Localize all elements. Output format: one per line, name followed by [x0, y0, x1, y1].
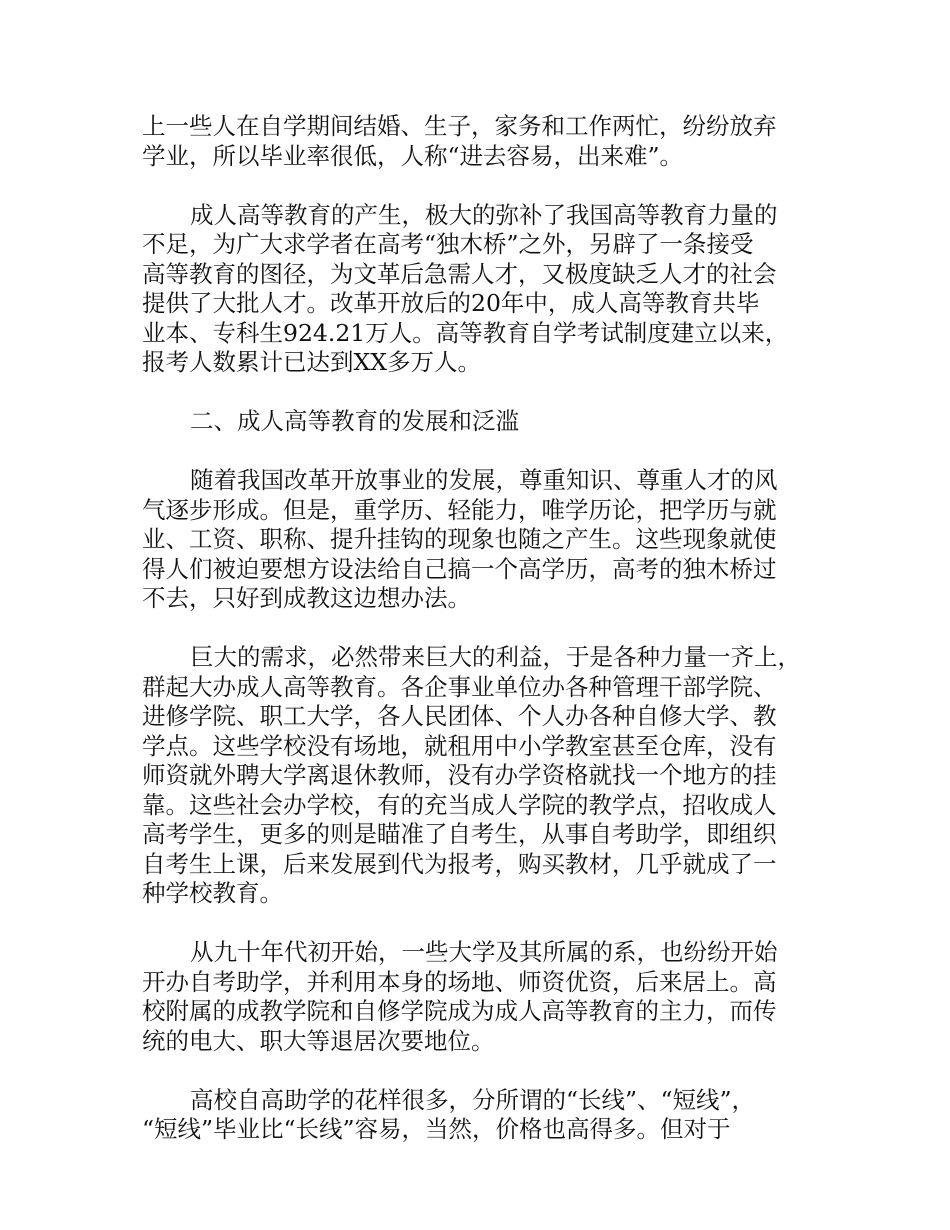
section-heading	[142, 407, 832, 437]
paragraph-3	[142, 466, 832, 614]
paragraph-1	[142, 112, 832, 171]
text-line: 进修学院、职工大学，各人民团体、个人办各种自修大学、教	[142, 702, 777, 730]
text-line: 业、工资、职称、提升挂钩的现象也随之产生。这些现象就使	[142, 525, 777, 553]
text-line: 开办自考助学，并利用本身的场地、师资优资，后来居上。高	[142, 967, 777, 996]
paragraph-2	[142, 201, 832, 378]
paragraph-5	[142, 938, 832, 1056]
text-line: 统的电大、职大等退居次要地位。	[142, 1026, 495, 1055]
paragraph-4	[142, 643, 832, 909]
text-line: 自考生上课，后来发展到代为报考，购买教材，几乎就成了一	[142, 849, 777, 878]
text-line: 学业，所以毕业率很低，人称“进去容易，出来难”。	[142, 141, 684, 170]
text-line: 校附属的成教学院和自修学院成为成人高等教育的主力，而传	[142, 997, 777, 1025]
text-line: 师资就外聘大学离退休教师，没有办学资格就找一个地方的挂	[142, 761, 777, 789]
document-body	[142, 112, 832, 1174]
text-line: 种学校教育。	[142, 879, 283, 907]
text-line: 成人高等教育的产生，极大的弥补了我国高等教育力量的	[190, 200, 778, 229]
text-line: 从九十年代初开始，一些大学及其所属的系，也纷纷开始	[190, 938, 778, 966]
text-line: 高考学生，更多的则是瞄准了自考生，从事自考助学，即组织	[142, 820, 777, 848]
text-line: 不去，只好到成教这边想办法。	[142, 584, 471, 612]
text-line: 高等教育的图径，为文革后急需人才，又极度缺乏人才的社会	[142, 259, 777, 288]
text-line: 气逐步形成。但是，重学历、轻能力，唯学历论，把学历与就	[142, 495, 777, 524]
text-line: 得人们被迫要想方设法给自己搞一个高学历，高考的独木桥过	[142, 554, 777, 583]
text-line: 随着我国改革开放事业的发展，尊重知识、尊重人才的风	[190, 466, 778, 494]
text-line: 巨大的需求，必然带来巨大的利益，于是各种力量一齐上，	[190, 643, 801, 671]
heading-text: 二、成人高等教育的发展和泛滥	[190, 407, 519, 435]
text-line: 上一些人在自学期间结婚、生子，家务和工作两忙，纷纷放弃	[142, 112, 777, 140]
text-line: 不足，为广大求学者在高考“独木桥”之外，另辟了一条接受	[142, 230, 754, 258]
text-line: 靠。这些社会办学校，有的充当成人学院的教学点，招收成人	[142, 790, 777, 819]
text-line: 提供了大批人才。改革开放后的20年中，成人高等教育共毕	[142, 289, 760, 317]
text-line: 报考人数累计已达到XX多万人。	[142, 348, 481, 376]
text-line: 群起大办成人高等教育。各企事业单位办各种管理干部学院、	[142, 672, 777, 701]
text-line: 业本、专科生924.21万人。高等教育自学考试制度建立以来，	[142, 318, 789, 347]
paragraph-6	[142, 1086, 832, 1145]
text-line: 高校自高助学的花样很多，分所谓的“长线”、“短线”，	[190, 1085, 756, 1114]
text-line: 学点。这些学校没有场地，就租用中小学教室甚至仓库，没有	[142, 731, 777, 760]
text-line: “短线”毕业比“长线”容易，当然，价格也高得多。但对于	[142, 1115, 731, 1143]
